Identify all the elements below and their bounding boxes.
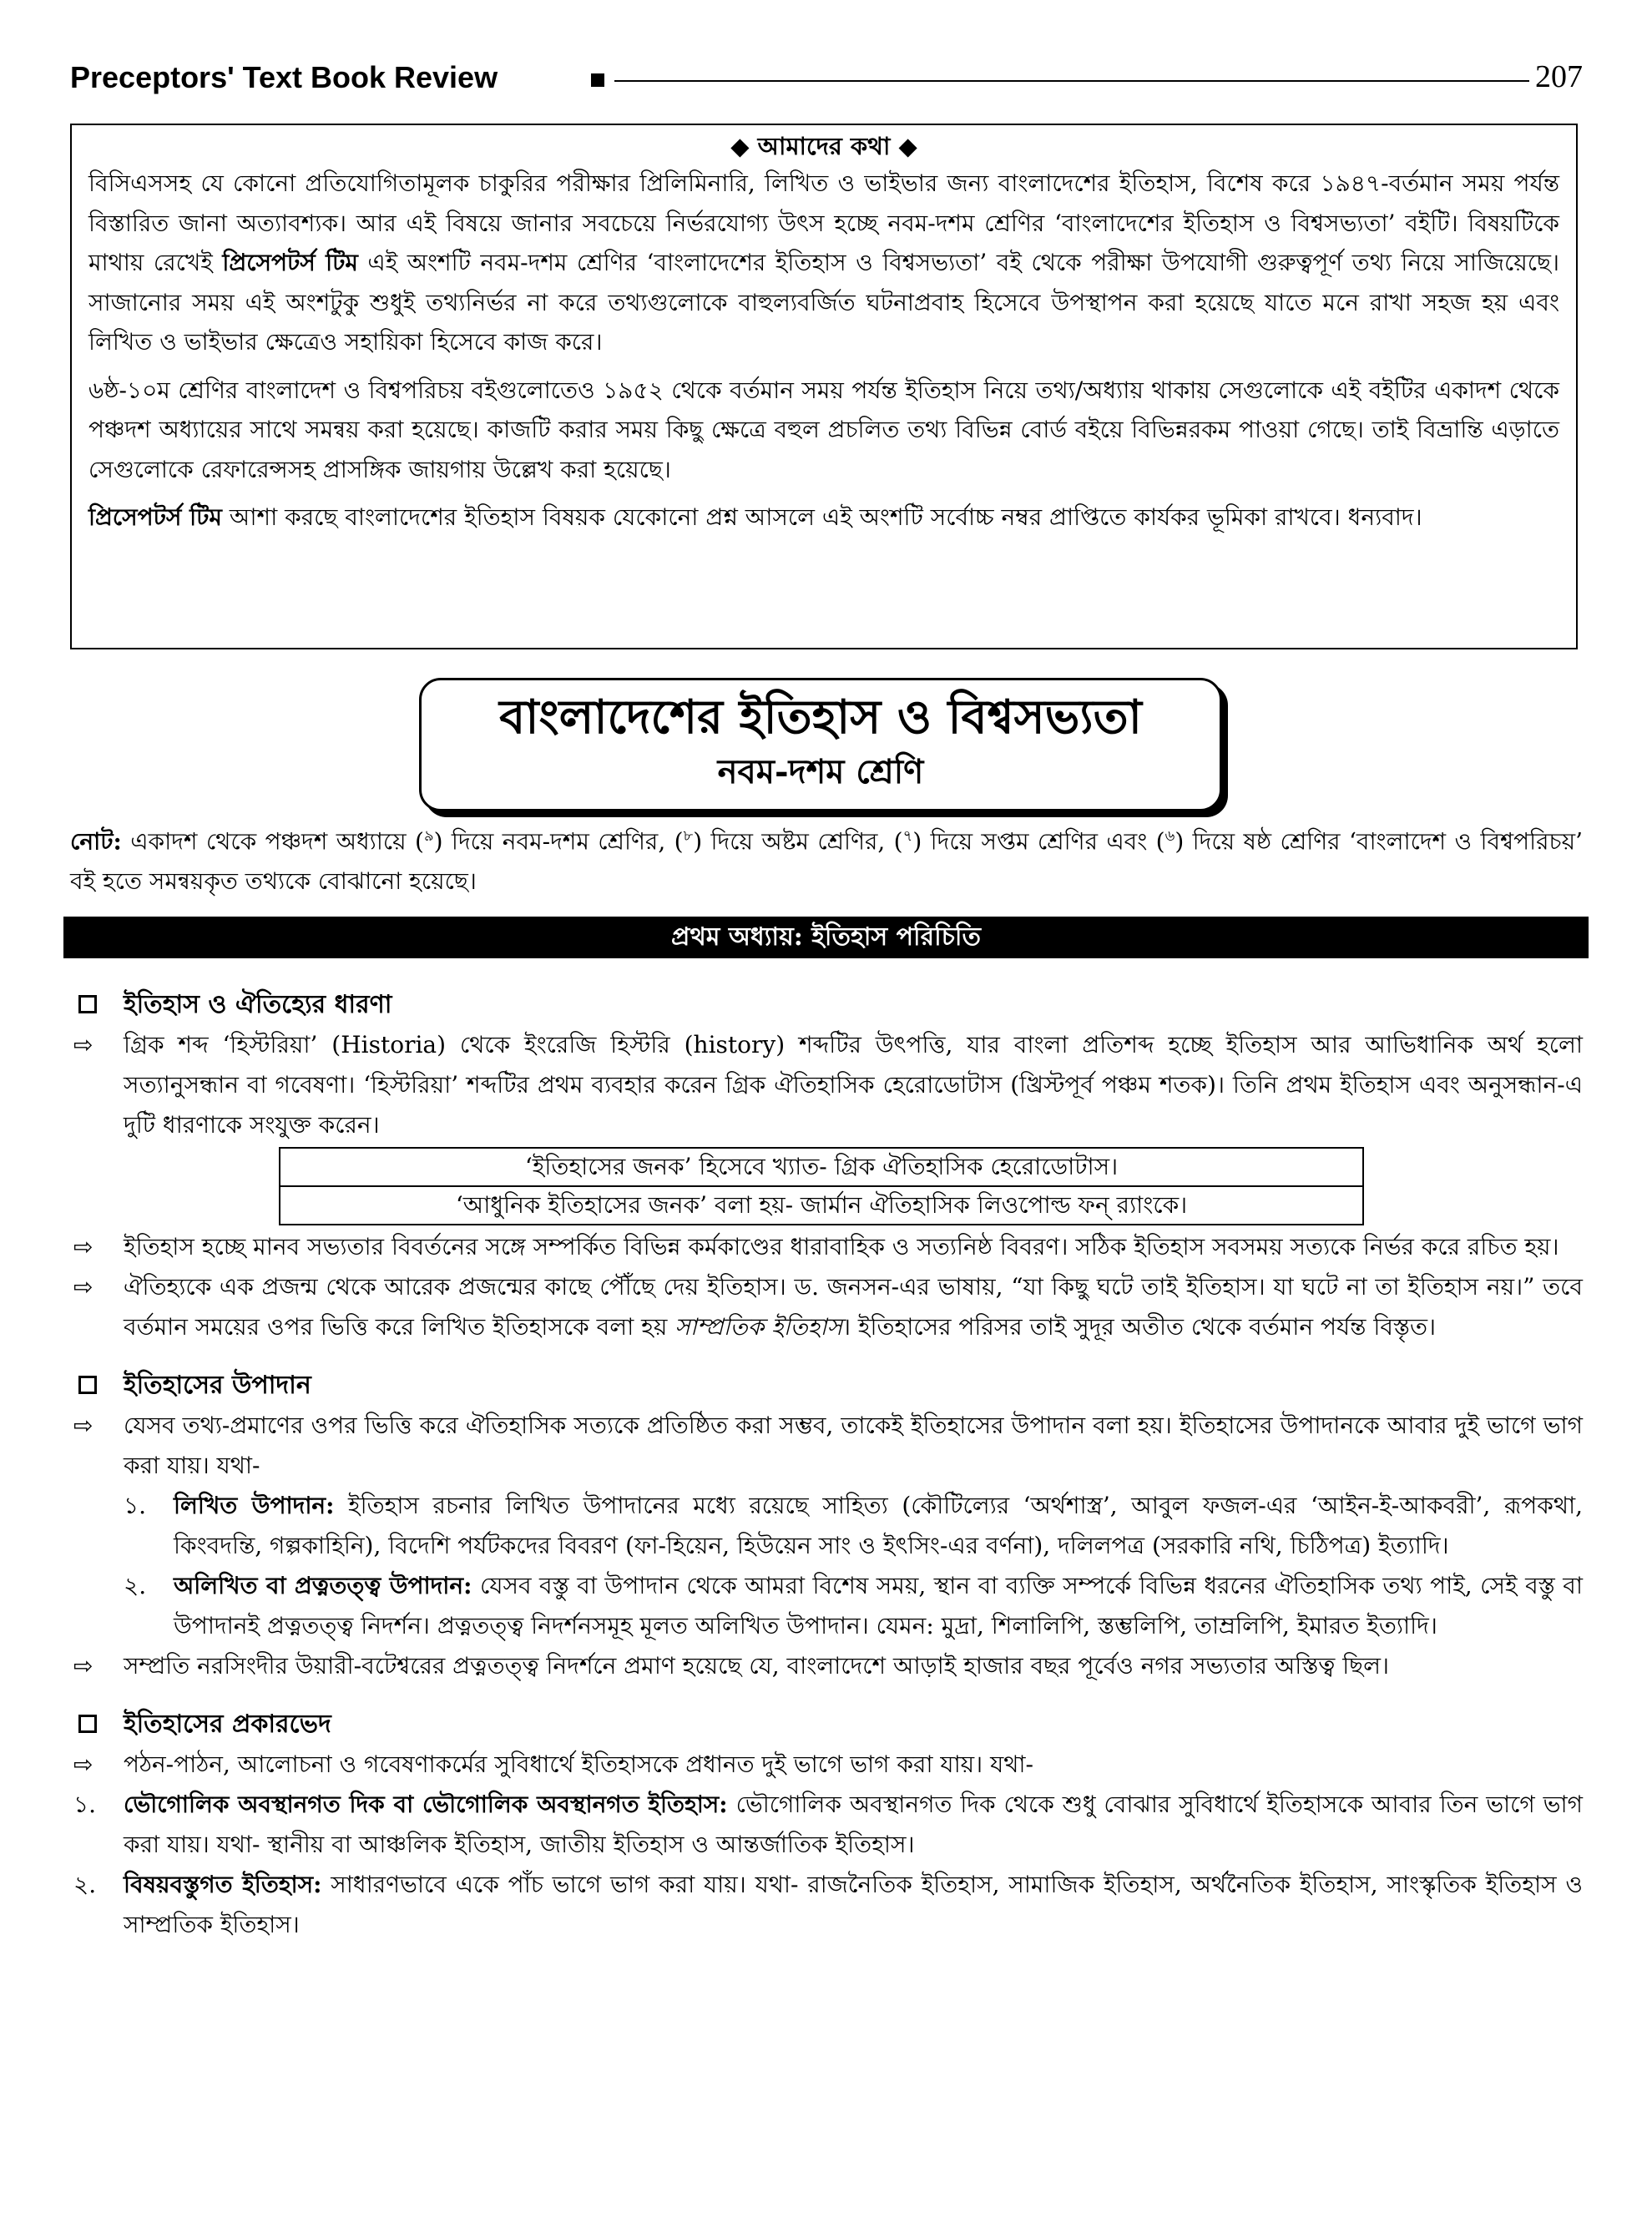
page-number: 207 <box>1535 59 1583 94</box>
bullet-text: সম্প্রতি নরসিংদীর উয়ারী-বটেশ্বরের প্রত্নতত্ত্ব নিদর্শনে প্রমাণ হয়েছে যে, বাংলাদেশে আড়াই হাজার বছর পূর্বেও নগর সভ্যতার অস্তিত্ব ছিল। <box>124 1652 1390 1680</box>
note-text: একাদশ থেকে পঞ্চদশ অধ্যায়ে ( <box>130 827 424 856</box>
bullet-text: যেসব তথ্য-প্রমাণের ওপর ভিত্তি করে ঐতিহাসিক সত্যকে প্রতিষ্ঠিত করা সম্ভব, তাকেই ইতিহাসের উপাদান বলা হয়। ইতিহাসের উপাদানকে আবার দুই ভাগে ভাগ করা যায়। যথা- <box>124 1412 1583 1479</box>
table-row <box>280 1186 1363 1225</box>
preface-team-name-2: প্রিসেপটর্স টিম <box>88 503 222 531</box>
note-sup: ৭ <box>902 827 913 845</box>
note-sup: ৮ <box>683 827 694 845</box>
note-text: ) দিয়ে ষষ্ঠ শ্রেণির ‘বাংলাদেশ ও বিশ্বপরিচয়’ বই হতে সমন্বয়কৃত তথ্যকে বোঝানো হয়েছে। <box>70 827 1583 896</box>
square-bullet-icon <box>591 73 604 87</box>
note-text: ) দিয়ে সপ্তম শ্রেণির এবং ( <box>912 827 1165 856</box>
section-heading-text: ইতিহাস ও ঐতিহ্যের ধারণা <box>124 990 392 1019</box>
preface-p1-text: বিসিএসসহ যে কোনো প্রতিযোগিতামূলক চাকুরির পরীক্ষার প্রিলিমিনারি, লিখিত ও ভাইভার জন্য বাংলাদেশের ইতিহাস, বিশেষ করে ১৯৪৭-বর্তমান সময় পর্যন্ত বিস্তারিত জানা অত্যাবশ্যক। আর এই বিষয়ে জানার সবচেয়ে নির্ভরযোগ্য উৎস হচ্ছে নবম-দশম শ্রেণির ‘বাংলাদেশের ইতিহাস ও বিশ্বসভ্যতা’ বইটি। বিষয়টিকে মাথায় রেখেই <box>88 169 1559 276</box>
bullet-item <box>70 1646 1583 1686</box>
arrow-bullet-icon: ⇨ <box>73 1273 93 1301</box>
table-cell: ‘ইতিহাসের জনক’ হিসেবে খ্যাত- গ্রিক ঐতিহাসিক হেরোডোটাস। <box>280 1148 1363 1186</box>
note-paragraph <box>70 816 1583 902</box>
numbered-item <box>70 1785 1583 1865</box>
class-subtitle: নবম-দশম শ্রেণি <box>717 752 924 791</box>
preface-paragraph-2: ৬ষ্ঠ-১০ম শ্রেণির বাংলাদেশ ও বিশ্বপরিচয় বইগুলোতেও ১৯৫২ থেকে বর্তমান সময় পর্যন্ত ইতিহাস নিয়ে তথ্য/অধ্যায় থাকায় সেগুলোকে এই বইটির একাদশ থেকে পঞ্চদশ অধ্যায়ের সাথে সমন্বয় করা হয়েছে। কাজটি করার সময় কিছু ক্ষেত্রে বহুল প্রচলিত তথ্য বিভিন্ন বোর্ড বইয়ে বিভিন্নরকম পাওয়া গেছে। তাই বিভ্রান্তি এড়াতে সেগুলোকে রেফারেন্সসহ প্রাসঙ্গিক জায়গায় উল্লেখ করা হয়েছে। <box>88 376 1559 483</box>
section-heading-text: ইতিহাসের প্রকারভেদ <box>124 1710 331 1739</box>
list-item-text: ইতিহাস রচনার লিখিত উপাদানের মধ্যে রয়েছে সাহিত্য (কৌটিল্যের ‘অর্থশাস্ত্র’, আবুল ফজল-এর ‘আইন-ই-আকবরী’, রূপকথা, কিংবদন্তি, গল্পকাহিনি), বিদেশি পর্যটকদের বিবরণ (ফা-হিয়েন, হিউয়েন সাং ও ইৎসিং-এর বর্ণনা), দলিলপত্র (সরকারি নথি, চিঠিপত্র) ইত্যাদি। <box>174 1492 1583 1559</box>
list-number: ২. <box>124 1572 147 1599</box>
preface-paragraph-3 <box>88 498 1559 538</box>
preface-team-name: প্রিসেপটর্স টিম <box>222 249 358 276</box>
list-number: ১. <box>73 1791 97 1818</box>
subject-title: বাংলাদেশের ইতিহাস ও বিশ্বসভ্যতা <box>499 690 1142 745</box>
list-item <box>70 1486 1583 1566</box>
preface-p3-rest: আশা করছে বাংলাদেশের ইতিহাস বিষয়ক যেকোনো প্রশ্ন আসলে এই অংশটি সর্বোচ্চ নম্বর প্রাপ্তিতে কার্যকর ভূমিকা রাখবে। ধন্যবাদ। <box>229 503 1422 531</box>
emphasis-text: সাম্প্রতিক ইতিহাস <box>674 1313 842 1341</box>
bullet-item <box>70 1745 1583 1785</box>
list-number: ১. <box>124 1492 147 1519</box>
fact-table <box>279 1147 1364 1225</box>
preface-box <box>70 124 1578 649</box>
list-item-label: ভৌগোলিক অবস্থানগত দিক বা ভৌগোলিক অবস্থানগত ইতিহাস: <box>124 1791 728 1818</box>
numbered-item <box>70 1865 1583 1945</box>
note-text: ) দিয়ে অষ্টম শ্রেণির, ( <box>693 827 903 856</box>
bullet-item <box>70 1227 1583 1267</box>
note-label: নোট: <box>70 827 122 856</box>
note-text: ) দিয়ে নবম-দশম শ্রেণির, ( <box>433 827 684 856</box>
arrow-bullet-icon: ⇨ <box>73 1412 93 1439</box>
book-title-box <box>419 678 1222 811</box>
list-item-label: অলিখিত বা প্রত্নতত্ত্ব উপাদান: <box>174 1572 472 1599</box>
chapter-heading-bar: প্রথম অধ্যায়: ইতিহাস পরিচিতি <box>63 917 1589 958</box>
arrow-bullet-icon: ⇨ <box>73 1233 93 1260</box>
checkbox-square-icon <box>78 1715 97 1733</box>
section-heading <box>70 1366 1583 1406</box>
arrow-bullet-icon: ⇨ <box>73 1031 93 1058</box>
list-number: ২. <box>73 1871 97 1898</box>
list-item-text: সাধারণভাবে একে পাঁচ ভাগে ভাগ করা যায়। যথা- রাজনৈতিক ইতিহাস, সামাজিক ইতিহাস, অর্থনৈতিক ইতিহাস, সাংস্কৃতিক ইতিহাস ও সাম্প্রতিক ইতিহাস। <box>124 1871 1583 1938</box>
list-item <box>70 1566 1583 1646</box>
header-rule <box>614 80 1529 82</box>
bullet-item <box>70 1267 1583 1347</box>
table-cell: ‘আধুনিক ইতিহাসের জনক’ বলা হয়- জার্মান ঐতিহাসিক লিওপোল্ড ফন্ র‍্যাংকে। <box>280 1186 1363 1225</box>
bullet-text: । ইতিহাসের পরিসর তাই সুদূর অতীত থেকে বর্তমান পর্যন্ত বিস্তৃত। <box>842 1313 1437 1341</box>
section-heading <box>70 985 1583 1025</box>
list-item-text: ভৌগোলিক অবস্থানগত দিক থেকে শুধু বোঝার সুবিধার্থে ইতিহাসকে আবার তিন ভাগে ভাগ করা যায়। যথা- স্থানীয় বা আঞ্চলিক ইতিহাস, জাতীয় ইতিহাস ও আন্তর্জাতিক ইতিহাস। <box>124 1791 1584 1858</box>
bullet-text: পঠন-পাঠন, আলোচনা ও গবেষণাকর্মের সুবিধার্থে ইতিহাসকে প্রধানত দুই ভাগে ভাগ করা যায়। যথা- <box>124 1751 1033 1778</box>
bullet-text: ঐতিহ্যকে এক প্রজন্ম থেকে আরেক প্রজন্মের কাছে পৌঁছে দেয় ইতিহাস। ড. জনসন-এর ভাষায়, “যা কিছু ঘটে তাই ইতিহাস। যা ঘটে না তা ইতিহাস নয়।” তবে বর্তমান সময়ের ওপর ভিত্তি করে লিখিত ইতিহাসকে বলা হয় <box>124 1273 1583 1341</box>
preface-paragraph-1 <box>88 164 1559 362</box>
bullet-text: ইতিহাস হচ্ছে মানব সভ্যতার বিবর্তনের সঙ্গে সম্পর্কিত বিভিন্ন কর্মকাণ্ডের ধারাবাহিক ও সত্যনিষ্ঠ বিবরণ। সঠিক ইতিহাস সবসময় সত্যকে নির্ভর করে রচিত হয়। <box>124 1233 1559 1260</box>
section-heading <box>70 1705 1583 1745</box>
running-header <box>70 58 1583 100</box>
list-item-label: লিখিত উপাদান: <box>174 1492 335 1519</box>
bullet-item <box>70 1406 1583 1486</box>
checkbox-square-icon <box>78 995 97 1013</box>
preface-p1-rest: এই অংশটি নবম-দশম শ্রেণির ‘বাংলাদেশের ইতিহাস ও বিশ্বসভ্যতা’ বই থেকে পরীক্ষা উপযোগী গুরুত্বপূর্ণ তথ্য নিয়ে সাজিয়েছে। সাজানোর সময় এই অংশটুকু শুধুই তথ্যনির্ভর না করে তথ্যগুলোকে বাহুল্যবর্জিত ঘটনাপ্রবাহ হিসেবে উপস্থাপন করা হয়েছে যাতে মনে রাখা সহজ হয় এবং লিখিত ও ভাইভার ক্ষেত্রেও সহায়িকা হিসেবে কাজ করে। <box>88 249 1560 356</box>
list-item-text: যেসব বস্তু বা উপাদান থেকে আমরা বিশেষ সময়, স্থান বা ব্যক্তি সম্পর্কে বিভিন্ন ধরনের ঐতিহাসিক তথ্য পাই, সেই বস্তু বা উপাদানই প্রত্নতত্ত্ব নিদর্শন। প্রত্নতত্ত্ব নিদর্শনসমূহ মূলত অলিখিত উপাদান। যেমন: মুদ্রা, শিলালিপি, স্তম্ভলিপি, তাম্রলিপি, ইমারত ইত্যাদি। <box>174 1572 1583 1639</box>
book-title: Preceptors' Text Book Review <box>70 60 498 94</box>
chapter-content <box>70 973 1583 1945</box>
section-heading-text: ইতিহাসের উপাদান <box>124 1371 311 1400</box>
table-row <box>280 1148 1363 1186</box>
bullet-text: গ্রিক শব্দ ‘হিস্টরিয়া’ (Historia) থেকে ইংরেজি হিস্টরি (history) শব্দটির উৎপত্তি, যার বাংলা প্রতিশব্দ হচ্ছে ইতিহাস আর আভিধানিক অর্থ হলো সত্যানুসন্ধান বা গবেষণা। ‘হিস্টরিয়া’ শব্দটির প্রথম ব্যবহার করেন গ্রিক ঐতিহাসিক হেরোডোটাস (খ্রিস্টপূর্ব পঞ্চম শতক)। তিনি প্রথম ইতিহাস এবং অনুসন্ধান-এ দুটি ধারণাকে সংযুক্ত করেন। <box>124 1031 1583 1139</box>
checkbox-square-icon <box>78 1376 97 1394</box>
list-item-label: বিষয়বস্তুগত ইতিহাস: <box>124 1871 322 1898</box>
preface-title: ◆ আমাদের কথা ◆ <box>730 132 917 160</box>
bullet-item <box>70 1025 1583 1145</box>
arrow-bullet-icon: ⇨ <box>73 1751 93 1778</box>
arrow-bullet-icon: ⇨ <box>73 1652 93 1680</box>
note-sup: ৯ <box>423 827 434 845</box>
note-sup: ৬ <box>1164 827 1175 845</box>
